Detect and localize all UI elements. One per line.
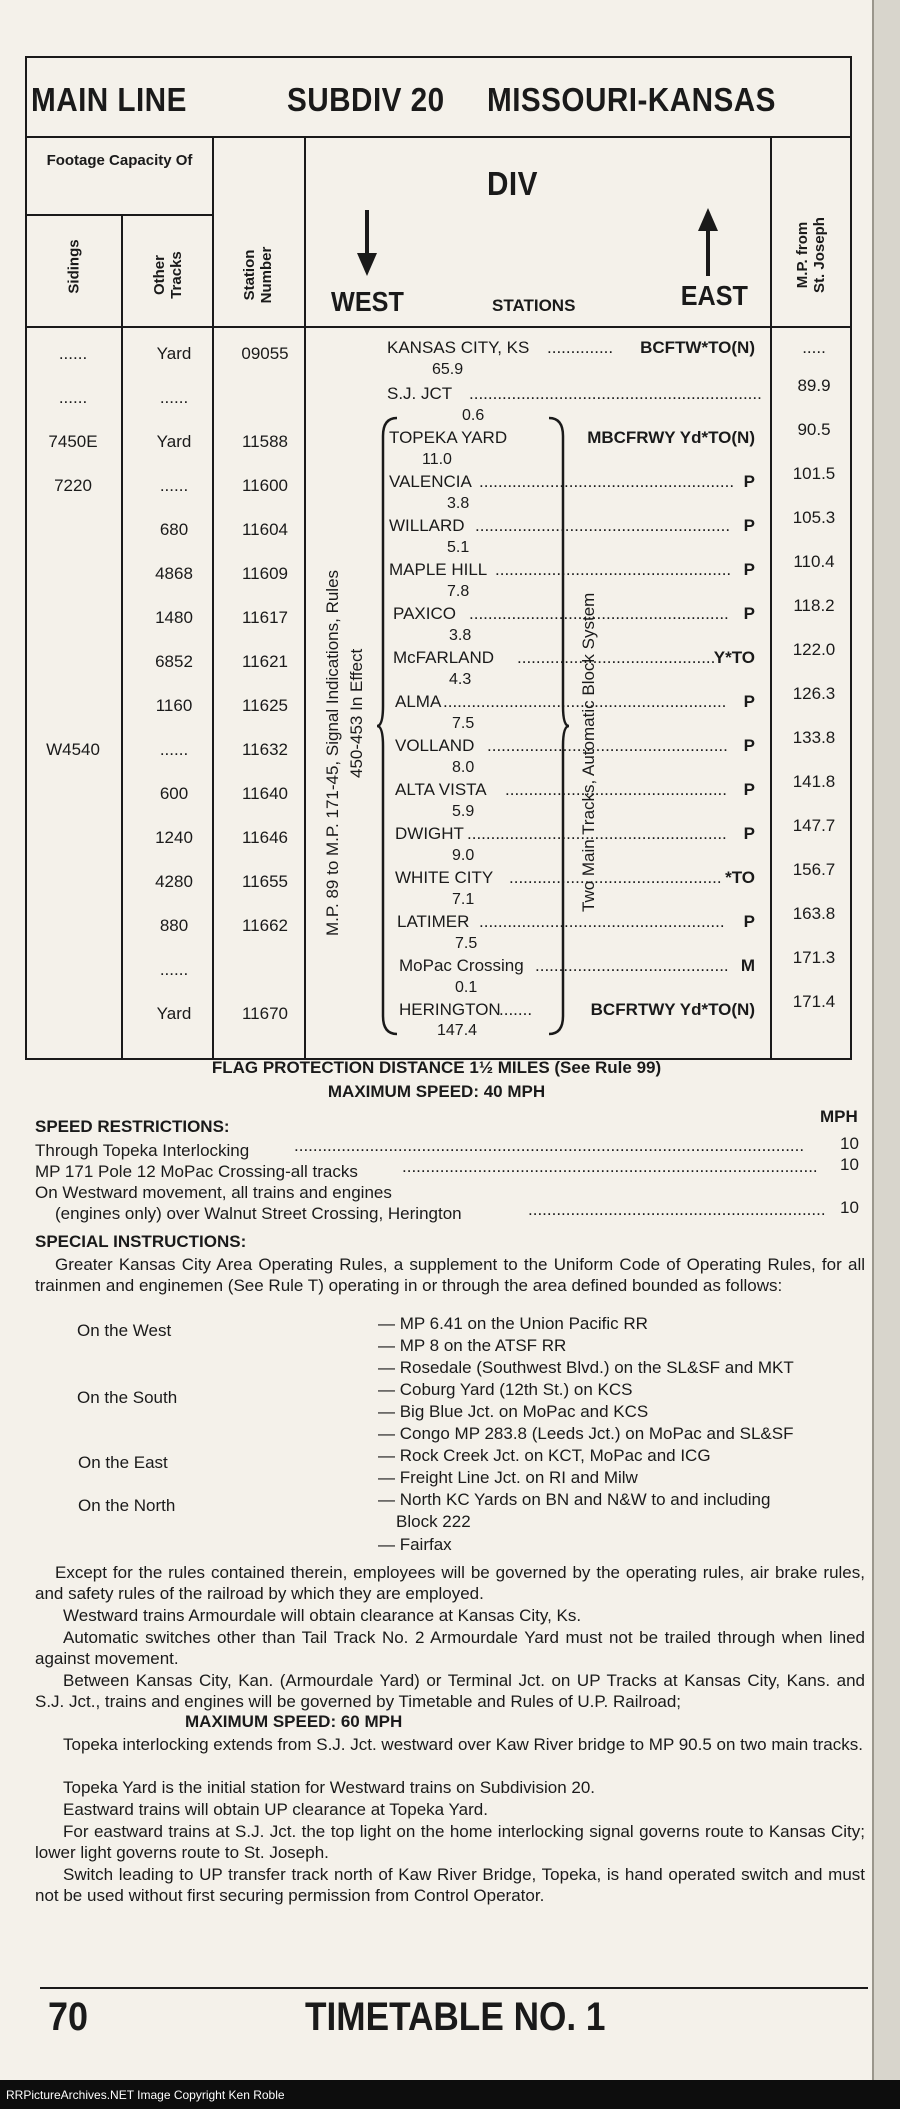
station-name: PAXICO	[393, 604, 456, 623]
distance: 7.8	[447, 583, 470, 600]
station-code: M	[740, 956, 755, 975]
bound-side: On the South	[77, 1388, 178, 1407]
other-tracks-header: Other Tracks	[151, 251, 185, 299]
siding-cell: 7450E	[48, 432, 98, 451]
mp-cell: 90.5	[797, 420, 831, 439]
station-code: P	[743, 780, 755, 799]
station-number-cell: 11646	[241, 828, 288, 847]
footer-rule	[40, 1987, 868, 1989]
other-tracks-cell: 880	[159, 916, 189, 935]
distance: 11.0	[422, 451, 452, 468]
bound-line: — North KC Yards on BN and N&W to and including	[378, 1490, 771, 1509]
dot-leader: ............................................................................................................	[294, 1136, 805, 1155]
distance: 8.0	[452, 759, 475, 776]
bound-side: On the East	[78, 1453, 168, 1472]
station-number-header: Station Number	[241, 246, 275, 304]
distance: 7.5	[455, 935, 478, 952]
station-code: *TO	[725, 868, 755, 887]
dot-leader: ...............................................	[505, 780, 727, 799]
station-code: P	[743, 516, 755, 535]
column-header-rule	[27, 326, 850, 328]
other-tracks-cell: 1240	[155, 828, 193, 847]
station-name: MoPac Crossing	[399, 956, 524, 975]
station-number-cell: 11604	[241, 520, 288, 539]
col-divider	[770, 136, 772, 1058]
dot-leader: .......................................................	[467, 824, 727, 843]
paragraph: Automatic switches other than Tail Track No. 2 Armourdale Yard must not be trailed through when lined against movement.	[35, 1628, 865, 1668]
mp-cell: 122.0	[792, 640, 836, 659]
other-tracks-cell: 6852	[155, 652, 193, 671]
other-tracks-cell: 1480	[155, 608, 193, 627]
station-code: P	[743, 604, 755, 623]
bound-side: On the North	[78, 1496, 176, 1515]
speed-value: 10	[840, 1155, 859, 1174]
station-code: P	[743, 824, 755, 843]
bound-line: — Coburg Yard (12th St.) on KCS	[378, 1380, 633, 1399]
timetable-table	[25, 56, 852, 1060]
paragraph: Except for the rules contained therein, employees will be governed by the operating rules, air brake rules, and safety rules of the railroad by which they are employed.	[35, 1563, 865, 1603]
mp-cell: 133.8	[792, 728, 836, 747]
paragraph: Eastward trains will obtain UP clearance at Topeka Yard.	[63, 1800, 488, 1819]
station-number-cell: 11655	[241, 872, 288, 891]
station-name: ALTA VISTA	[395, 780, 487, 799]
east-label: EAST	[680, 280, 748, 311]
distance: 0.6	[462, 407, 485, 424]
col-divider	[121, 214, 123, 1058]
distance: 0.1	[455, 979, 478, 996]
other-tracks-cell: ......	[159, 740, 189, 759]
mp-cell: 171.3	[792, 948, 836, 967]
distance: 4.3	[449, 671, 472, 688]
station-number-cell: 11600	[241, 476, 288, 495]
adjacent-page-edge	[872, 0, 900, 2080]
other-tracks-cell: ......	[159, 388, 189, 407]
station-number-cell: 11625	[241, 696, 288, 715]
station-name: VOLLAND	[395, 736, 475, 755]
station-code: MBCFRWY Yd*TO(N)	[587, 428, 755, 447]
station-code: P	[743, 692, 755, 711]
mp-cell: 163.8	[792, 904, 836, 923]
mp-cell: 105.3	[792, 508, 836, 527]
station-name: TOPEKA YARD	[389, 428, 508, 447]
other-tracks-cell: 600	[159, 784, 189, 803]
image-credit: RRPictureArchives.NET Image Copyright Ken Roble	[6, 2088, 285, 2102]
paragraph: For eastward trains at S.J. Jct. the top light on the home interlocking signal governs route to Kansas City; lower light governs route to St. Joseph.	[35, 1822, 865, 1862]
signal-rules-note-2: 450-453 In Effect	[347, 648, 366, 778]
distance: 7.1	[452, 891, 475, 908]
distance: 65.9	[432, 361, 464, 378]
dot-leader: .........................................	[535, 956, 729, 975]
station-number-cell: 11640	[241, 784, 288, 803]
bound-line: — Rock Creek Jct. on KCT, MoPac and ICG	[378, 1446, 711, 1465]
header-division: MISSOURI-KANSAS DIV	[487, 81, 776, 202]
speed-value: 10	[840, 1134, 859, 1153]
bound-side: On the West	[77, 1321, 172, 1340]
special-intro: Greater Kansas City Area Operating Rules, a supplement to the Uniform Code of Operating Rules, for all trainmen and enginemen (See Rule T) operating in or through the area defined bounded as follows:	[35, 1255, 865, 1295]
station-name: McFARLAND	[393, 648, 495, 667]
sidings-header: Sidings	[65, 239, 83, 294]
dot-leader: .............................................	[509, 868, 722, 887]
footage-capacity-header: Footage Capacity Of	[46, 152, 193, 169]
mp-cell: 126.3	[792, 684, 836, 703]
other-tracks-cell: ......	[159, 476, 189, 495]
station-code: P	[743, 560, 755, 579]
station-name: WILLARD	[389, 516, 465, 535]
bound-line: — Freight Line Jct. on RI and Milw	[378, 1468, 638, 1487]
station-code: BCFTW*TO(N)	[640, 338, 755, 357]
station-number-cell: 11662	[241, 916, 288, 935]
bound-line: — Congo MP 283.8 (Leeds Jct.) on MoPac and SL&SF	[378, 1424, 794, 1443]
speed-value: 10	[840, 1198, 859, 1217]
other-tracks-cell: Yard	[156, 432, 192, 451]
station-code: P	[743, 472, 755, 491]
speed-restrictions-title: SPEED RESTRICTIONS:	[35, 1117, 230, 1136]
header-main-line: MAIN LINE	[31, 81, 187, 118]
station-number-cell: 09055	[241, 344, 289, 363]
speed-item: On Westward movement, all trains and engines	[35, 1183, 392, 1202]
distance: 5.9	[452, 803, 475, 820]
station-name: KANSAS CITY, KS	[387, 338, 530, 357]
mp-cell: 118.2	[793, 596, 835, 615]
dot-leader: ..............	[547, 338, 614, 357]
dot-leader: .......................................................	[469, 604, 729, 623]
mph-label: MPH	[820, 1107, 858, 1126]
other-tracks-cell: Yard	[156, 344, 192, 363]
mp-cell: 110.4	[793, 552, 835, 571]
bound-line: — Fairfax	[378, 1535, 452, 1554]
station-name: DWIGHT	[395, 824, 464, 843]
page-number: 70	[48, 1995, 89, 2039]
signal-rules-note: M.P. 89 to M.P. 171-45, Signal Indications, Rules	[323, 569, 342, 936]
siding-cell: ......	[58, 388, 88, 407]
speed-item: (engines only) over Walnut Street Crossing, Herington	[55, 1204, 462, 1223]
bound-line: — Rosedale (Southwest Blvd.) on the SL&SF and MKT	[378, 1358, 794, 1377]
mp-cell: 141.8	[792, 772, 836, 791]
station-code: P	[743, 736, 755, 755]
dot-leader: ......................................................	[479, 472, 735, 491]
station-code: BCFRTWY Yd*TO(N)	[590, 1000, 755, 1019]
mp-from-header: M.P. from St. Joseph	[794, 217, 828, 293]
station-name: S.J. JCT	[387, 384, 453, 403]
station-code: Y*TO	[713, 648, 755, 667]
dot-leader: ............................................................	[443, 692, 727, 711]
bound-line: Block 222	[396, 1512, 471, 1531]
bound-line: — MP 8 on the ATSF RR	[378, 1336, 567, 1355]
left-brace	[375, 416, 401, 1036]
paragraph: Topeka Yard is the initial station for Westward trains on Subdivision 20.	[63, 1778, 596, 1797]
paragraph: Topeka interlocking extends from S.J. Jct. westward over Kaw River bridge to MP 90.5 on two main tracks.	[63, 1735, 863, 1754]
special-instructions-title: SPECIAL INSTRUCTIONS:	[35, 1232, 247, 1251]
paragraph: Westward trains Armourdale will obtain clearance at Kansas City, Ks.	[63, 1606, 582, 1625]
other-tracks-cell: ......	[159, 960, 189, 979]
station-name: WHITE CITY	[395, 868, 494, 887]
station-name: LATIMER	[397, 912, 470, 931]
mp-cell: 147.7	[792, 816, 836, 835]
timetable-number: TIMETABLE NO. 1	[305, 1995, 606, 2039]
dot-leader: ....................................................	[479, 912, 725, 931]
mp-cell: 171.4	[792, 992, 836, 1011]
station-name: HERINGTON	[399, 1000, 501, 1019]
distance: 3.8	[449, 627, 472, 644]
distance: 147.4	[437, 1022, 478, 1039]
west-arrow-icon	[352, 208, 382, 278]
max-speed-60: MAXIMUM SPEED: 60 MPH	[185, 1712, 403, 1731]
station-number-cell: 11632	[241, 740, 288, 759]
footage-rule	[27, 214, 212, 216]
max-speed-40: MAXIMUM SPEED: 40 MPH	[327, 1082, 546, 1101]
paragraph: Between Kansas City, Kan. (Armourdale Yard) or Terminal Jct. on UP Tracks at Kansas City, Kans. and S.J. Jct., trains and engines will be governed by Timetable and Rules of U.P. Railroad;	[35, 1671, 865, 1711]
paragraph: Switch leading to UP transfer track north of Kaw River Bridge, Topeka, is hand operated switch and must not be used without first securing permission from Control Operator.	[35, 1865, 865, 1905]
station-name: ALMA	[395, 692, 442, 711]
mp-cell: 156.7	[792, 860, 836, 879]
header-rule	[27, 136, 850, 138]
other-tracks-cell: 4280	[155, 872, 193, 891]
two-main-tracks-note: Two Main Tracks, Automatic Block System	[579, 592, 598, 912]
dot-leader: ......................................................	[475, 516, 731, 535]
station-name: MAPLE HILL	[389, 560, 488, 579]
dot-leader: ...............................................................	[528, 1200, 826, 1219]
siding-cell: ......	[58, 344, 88, 363]
dot-leader: ........................................................................................	[402, 1157, 818, 1176]
station-name: VALENCIA	[389, 472, 472, 491]
dot-leader: ..............................................................	[469, 384, 762, 403]
distance: 3.8	[447, 495, 470, 512]
station-number-cell: 11609	[241, 564, 288, 583]
speed-item: Through Topeka Interlocking	[35, 1141, 250, 1160]
station-number-cell: 11621	[241, 652, 288, 671]
station-number-cell: 11588	[241, 432, 288, 451]
siding-cell: W4540	[46, 740, 100, 759]
east-arrow-icon	[693, 206, 723, 278]
dot-leader: ...................................................	[487, 736, 728, 755]
other-tracks-cell: 4868	[155, 564, 193, 583]
right-brace	[545, 416, 571, 1036]
bound-line: — MP 6.41 on the Union Pacific RR	[378, 1314, 648, 1333]
flag-protection: FLAG PROTECTION DISTANCE 1½ MILES (See Rule 99)	[211, 1058, 662, 1077]
station-code: P	[743, 912, 755, 931]
mp-cell: 101.5	[792, 464, 836, 483]
stations-label: STATIONS	[492, 296, 576, 315]
dot-leader: ..........................................	[517, 648, 716, 667]
west-label: WEST	[331, 286, 404, 317]
distance: 9.0	[452, 847, 475, 864]
station-number-cell: 11617	[241, 608, 288, 627]
mp-cell: 89.9	[797, 376, 831, 395]
dot-leader: .......	[499, 1000, 533, 1019]
siding-cell: 7220	[54, 476, 92, 495]
distance: 5.1	[447, 539, 470, 556]
other-tracks-cell: Yard	[156, 1004, 192, 1023]
other-tracks-cell: 680	[159, 520, 189, 539]
dot-leader: ..................................................	[495, 560, 732, 579]
mp-cell: .....	[802, 338, 826, 357]
header-subdiv: SUBDIV 20	[287, 81, 445, 118]
station-number-cell: 11670	[241, 1004, 288, 1023]
bound-line: — Big Blue Jct. on MoPac and KCS	[378, 1402, 649, 1421]
distance: 7.5	[452, 715, 475, 732]
speed-item: MP 171 Pole 12 MoPac Crossing-all tracks	[35, 1162, 358, 1181]
other-tracks-cell: 1160	[155, 696, 193, 715]
